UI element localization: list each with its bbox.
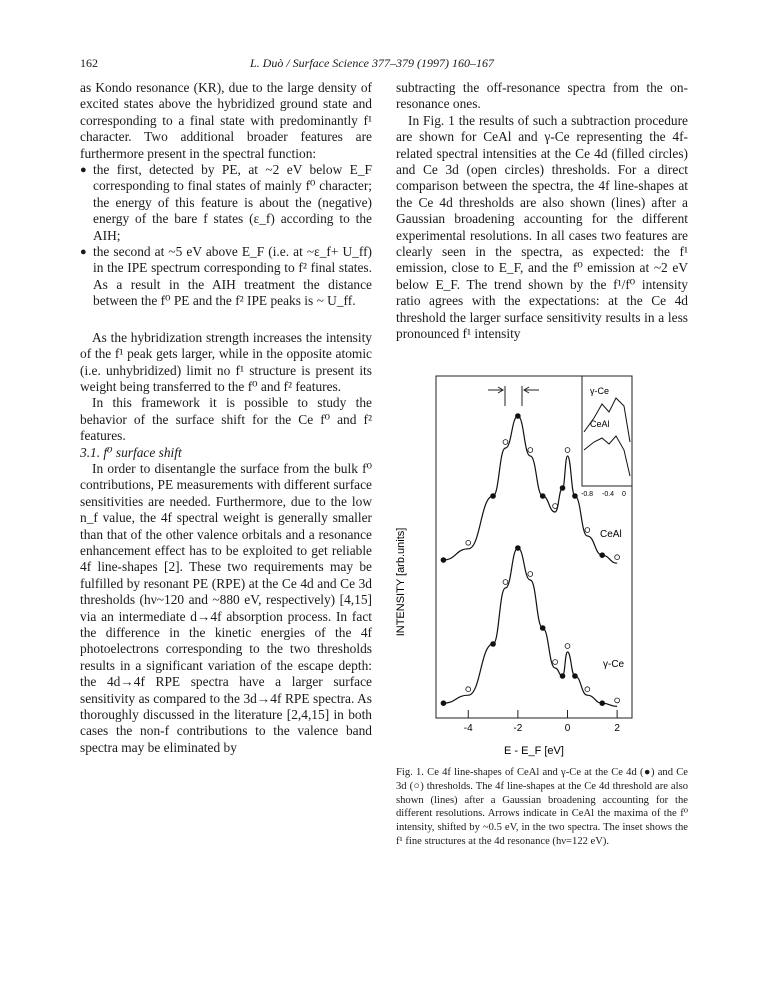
bullet-item: ● the second at ~5 eV above E_F (i.e. at ~ε_f+ U_ff) in the IPE spectrum corresponding to f² final states. As a result in the AIH treatment the distance between the f⁰ PE and the f² IPE peaks is ~ U_ff. bbox=[80, 244, 372, 310]
filled-circle-point bbox=[573, 494, 578, 499]
filled-circle-point bbox=[540, 626, 545, 631]
paragraph: In this framework it is possible to study the behavior of the surface shift for the Ce f⁰ and f² features. bbox=[80, 395, 372, 444]
inset-tick: 0 bbox=[622, 491, 626, 498]
filled-circle-point bbox=[441, 701, 446, 706]
filled-circle-point bbox=[491, 642, 496, 647]
x-tick-label: 0 bbox=[564, 723, 571, 734]
right-column bbox=[396, 80, 688, 343]
open-circle-point bbox=[553, 660, 558, 665]
curve-label-ceal: CeAl bbox=[600, 529, 622, 540]
filled-circle-point bbox=[515, 546, 520, 551]
figure-caption: Fig. 1. Ce 4f line-shapes of CeAl and γ-Ce at the Ce 4d (●) and Ce 3d (○) thresholds. The 4f line-shapes at the Ce 4d threshold are also shown (lines) after a Gaussian broadening accounting for the different resolutions. Arrows indicate in CeAl the maxima of the f⁰ intensity, shifted by ~0.5 eV, in the two spectra. The inset shows the f¹ fine structures at the 4d resonance (hν=122 eV). bbox=[396, 767, 688, 847]
x-axis-ticks bbox=[464, 710, 621, 734]
open-circle-point bbox=[615, 698, 620, 703]
open-circle-point bbox=[466, 540, 471, 545]
paragraph: As the hybridization strength increases the intensity of the f¹ peak gets larger, while in the opposite atomic (i.e. unhybridized) limit no f¹ structure is present its weight being transferred to the f⁰ and f² features. bbox=[80, 329, 372, 394]
filled-circle-point bbox=[573, 674, 578, 679]
running-header: L. Duò / Surface Science 377–379 (1997) 160–167 bbox=[250, 56, 494, 70]
open-circle-point bbox=[528, 572, 533, 577]
open-circle-point bbox=[553, 504, 558, 509]
filled-circle-point bbox=[540, 494, 545, 499]
inset-label-ceal: CeAl bbox=[590, 419, 610, 429]
filled-circle-point bbox=[515, 414, 520, 419]
paragraph: subtracting the off-resonance spectra from the on-resonance ones. bbox=[396, 80, 688, 112]
spectra-plot bbox=[396, 372, 696, 762]
paragraph: In order to disentangle the surface from the bulk f⁰ contributions, PE measurements with different surface sensitivities are needed. Furthermore, due to the low n_f value, the 4f spectral weight is generally smaller than that of the other valence orbitals and a resonance enhancement effect has to be exploited to get reliable 4f line-shapes [2]. These two requirements may be fulfilled by resonant PE (RPE) at the Ce 4d and Ce 3d thresholds (hν~120 and ~880 eV, respectively) [4,15] via an intermediate d→4f absorption process. In fact the difference in the kinetic energies of the 4f photoelectrons corresponding to the two thresholds results in a significant variation of the escape depth: the 4d→4f RPE spectra have a larger surface sensitivity as compared to the 3d→4f RPE spectra. As thoroughly discussed in the literature [2,4,15] in both cases the non-f contributions to the valence band spectra may be eliminated by bbox=[80, 460, 372, 755]
page-number: 162 bbox=[80, 56, 98, 70]
curve-label-gamma-ce: γ-Ce bbox=[603, 659, 625, 670]
open-circle-point bbox=[585, 687, 590, 692]
inset-line bbox=[584, 436, 630, 476]
x-tick-label: -4 bbox=[463, 723, 473, 734]
y-axis-label: INTENSITY [arb.units] bbox=[396, 527, 407, 637]
f0-maxima-arrows bbox=[488, 386, 539, 406]
figure-1 bbox=[396, 372, 696, 762]
filled-circle-point bbox=[491, 494, 496, 499]
filled-circle-point bbox=[600, 553, 605, 558]
filled-circle-point bbox=[560, 486, 565, 491]
arrow-left-icon bbox=[524, 387, 539, 393]
inset-tick: -0.4 bbox=[602, 491, 615, 498]
inset-tick: -0.8 bbox=[581, 491, 594, 498]
paragraph: In Fig. 1 the results of such a subtraction procedure are shown for CeAl and γ-Ce representing the 4f-related spectral intensities at the Ce 4d (filled circles) and Ce 3d (open circles) thresholds. For a direct comparison between the spectra, the 4f line-shapes at the Ce 4d thresholds are also shown (lines) after a Gaussian broadening accounting for the different experimental resolutions. In all cases two features are clearly seen in the spectra, as expected: the f¹ emission, close to E_F, and the f⁰ emission at ~2 eV below E_F. The trend shown by the f¹/f⁰ intensity ratio agrees with the expectations: at the Ce 4d threshold the larger surface sensitivity results in a less pronounced f¹ intensity bbox=[396, 112, 688, 342]
filled-circle-point bbox=[600, 701, 605, 706]
filled-circle-point bbox=[441, 558, 446, 563]
x-tick-label: 2 bbox=[614, 723, 620, 734]
bullet-list bbox=[80, 162, 372, 310]
open-circle-point bbox=[528, 448, 533, 453]
left-column bbox=[80, 80, 372, 756]
filled-circle-point bbox=[560, 674, 565, 679]
open-circle-point bbox=[565, 644, 570, 649]
open-circle-point bbox=[466, 687, 471, 692]
paragraph: as Kondo resonance (KR), due to the large density of excited states above the hybridized ground state and corresponding to a final state with predominantly f¹ character. Two additional broader features are furthermore present in the spectral function: bbox=[80, 80, 372, 161]
open-circle-point bbox=[565, 448, 570, 453]
x-tick-label: -2 bbox=[513, 723, 523, 734]
arrow-right-icon bbox=[488, 387, 503, 393]
open-circle-point bbox=[615, 555, 620, 560]
x-axis-label: E - E_F [eV] bbox=[504, 745, 564, 757]
open-circle-point bbox=[503, 440, 508, 445]
bullet-item: ● the first, detected by PE, at ~2 eV below E_F corresponding to final states of mainly f⁰ character; the energy of this feature is about the (negative) energy of the bare f states (ε_f) according to the AIH; bbox=[80, 162, 372, 244]
open-circle-point bbox=[585, 528, 590, 533]
open-circle-point bbox=[503, 580, 508, 585]
section-heading: 3.1. f⁰ surface shift bbox=[80, 444, 182, 460]
inset-label-gamma-ce: γ-Ce bbox=[590, 386, 610, 396]
